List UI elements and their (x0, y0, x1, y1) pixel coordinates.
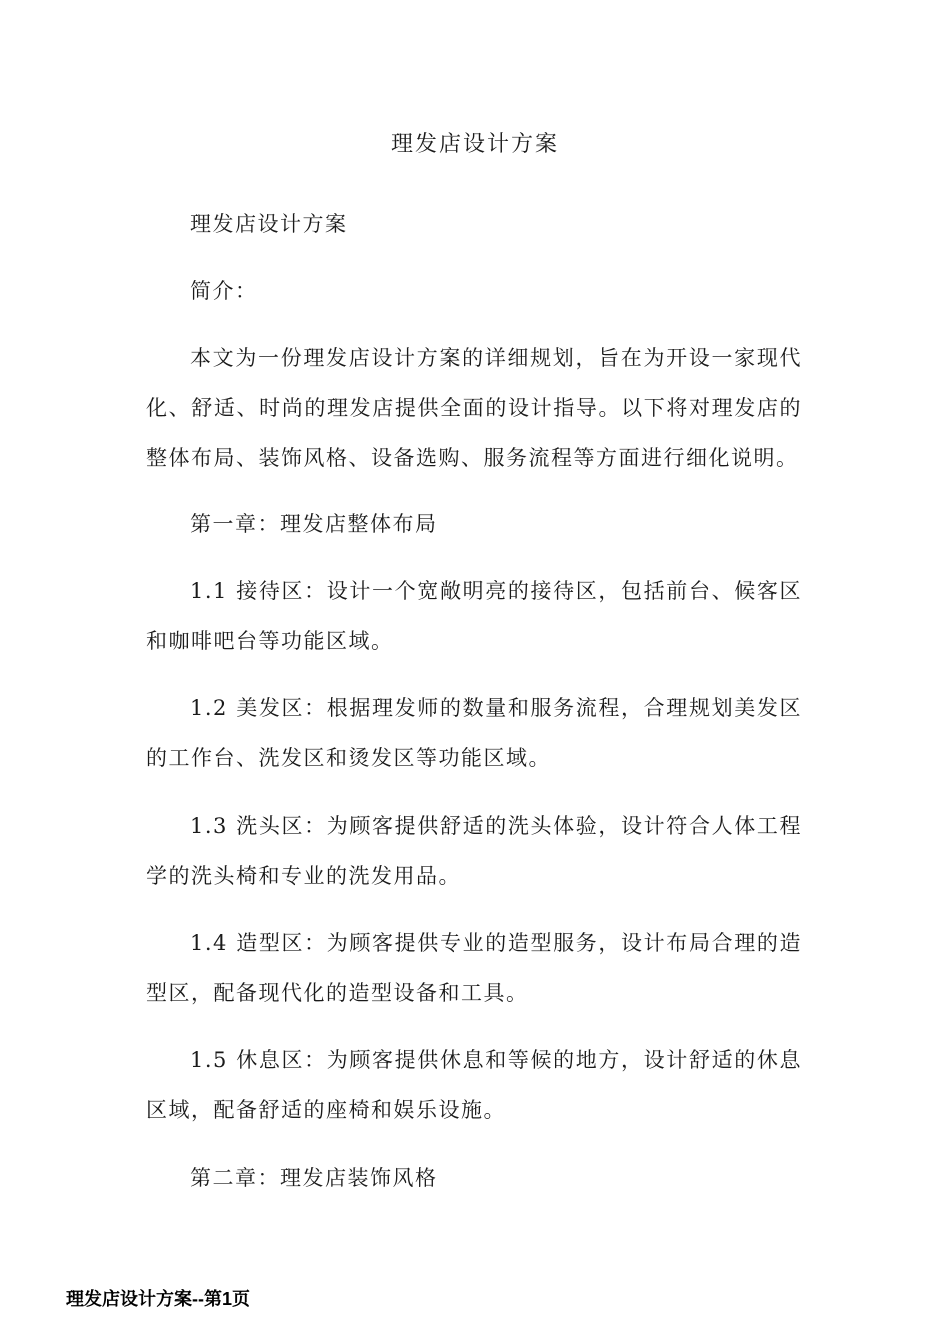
page-footer: 理发店设计方案--第1页 (66, 1289, 250, 1309)
chapter-2-heading (146, 1153, 802, 1203)
paragraph-text: 1.2 美发区：根据理发师的数量和服务流程，合理规划美发区的工作台、洗发区和烫发区等功能区域。 (146, 696, 802, 770)
paragraph-text: 1.3 洗头区：为顾客提供舒适的洗头体验，设计符合人体工程学的洗头椅和专业的洗发用品。 (146, 814, 802, 888)
chapter-1-heading (146, 499, 802, 549)
section-1-4 (146, 918, 802, 1018)
paragraph-text: 1.4 造型区：为顾客提供专业的造型服务，设计布局合理的造型区，配备现代化的造型设备和工具。 (146, 931, 802, 1005)
document-title: 理发店设计方案 (390, 132, 559, 157)
section-1-1 (146, 566, 802, 666)
section-1-2 (146, 683, 802, 783)
paragraph-text: 第二章：理发店装饰风格 (190, 1166, 438, 1190)
paragraph-text: 1.5 休息区：为顾客提供休息和等候的地方，设计舒适的休息区域，配备舒适的座椅和娱乐设施。 (146, 1048, 802, 1122)
section-1-3 (146, 801, 802, 901)
paragraph-intro-heading (146, 266, 802, 316)
paragraph-intro-body (146, 333, 802, 483)
paragraph-subtitle (146, 199, 802, 249)
section-1-5 (146, 1035, 802, 1135)
paragraph-text: 本文为一份理发店设计方案的详细规划，旨在为开设一家现代化、舒适、时尚的理发店提供全面的设计指导。以下将对理发店的整体布局、装饰风格、设备选购、服务流程等方面进行细化说明。 (146, 346, 802, 470)
paragraph-text: 第一章：理发店整体布局 (190, 512, 438, 536)
paragraph-text: 简介： (190, 279, 258, 303)
paragraph-text: 1.1 接待区：设计一个宽敞明亮的接待区，包括前台、候客区和咖啡吧台等功能区域。 (146, 579, 802, 653)
paragraph-text: 理发店设计方案 (190, 212, 348, 236)
